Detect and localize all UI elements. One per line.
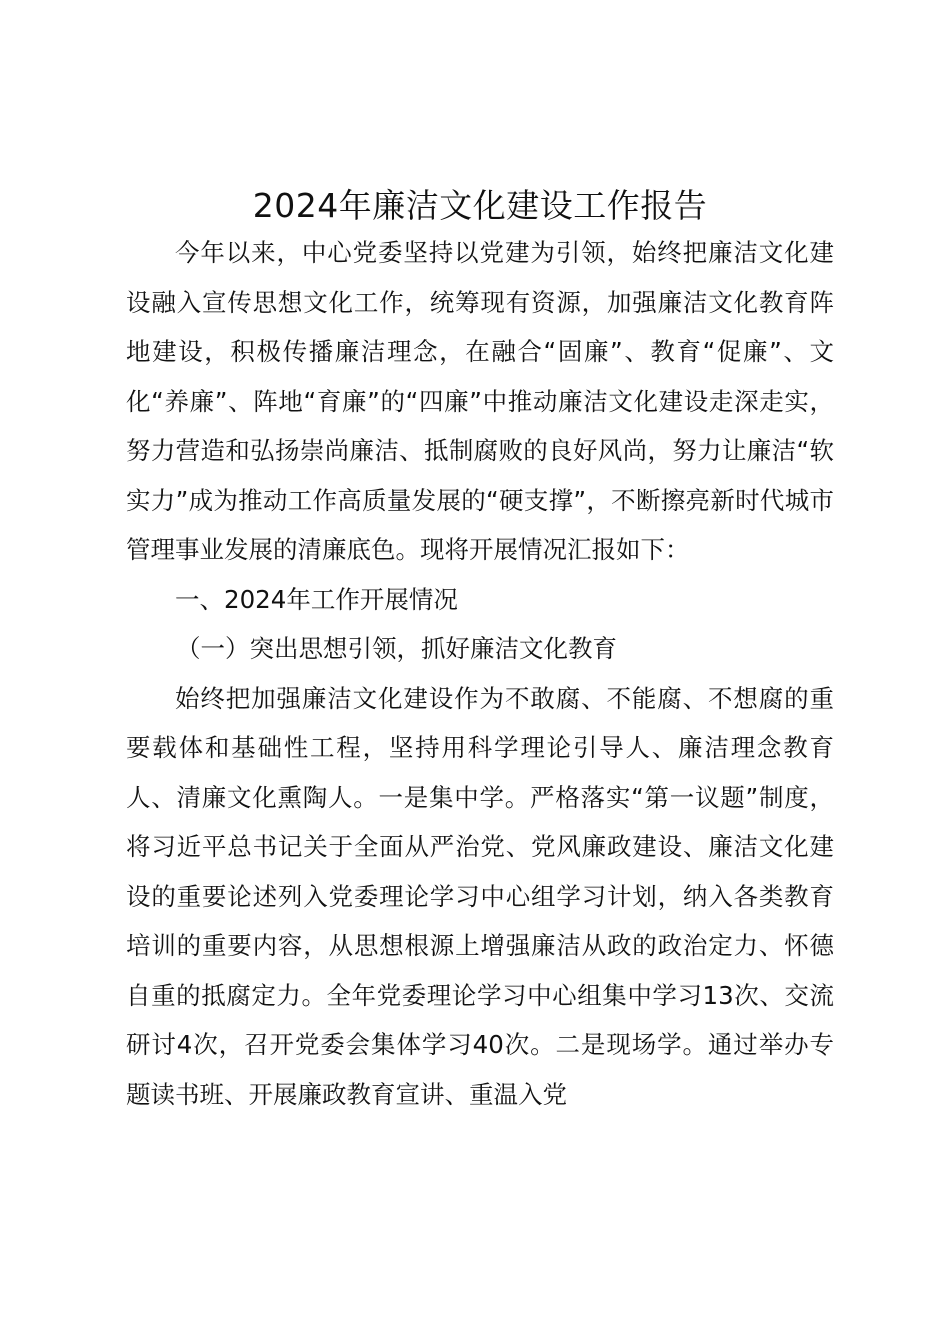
- document-title: 2024年廉洁文化建设工作报告: [252, 186, 708, 225]
- subsection-heading: （一）突出思想引领，抓好廉洁文化教育: [176, 634, 617, 663]
- subsection-paragraph: 始终把加强廉洁文化建设作为不敢腐、不能腐、不想腐的重要载体和基础性工程，坚持用科学理论引导人、廉洁理念教育人、清廉文化熏陶人。一是集中学。严格落实“第一议题”制度，将习近平总书记关于全面从严治党、党风廉政建设、廉洁文化建设的重要论述列入党委理论学习中心组学习计划，纳入各类教育培训的重要内容，从思想根源上增强廉洁从政的政治定力、怀德自重的抵腐定力。全年党委理论学习中心组集中学习13次、交流研讨4次，召开党委会集体学习40次。二是现场学。通过举办专题读书班、开展廉政教育宣讲、重温入党: [126, 683, 834, 1109]
- section-heading: 一、2024年工作开展情况: [175, 584, 458, 614]
- document-body: [126, 228, 834, 1119]
- intro-paragraph: 今年以来，中心党委坚持以党建为引领，始终把廉洁文化建设融入宣传思想文化工作，统筹现有资源，加强廉洁文化教育阵地建设，积极传播廉洁理念，在融合“固廉”、教育“促廉”、文化“养廉”、阵地“育廉”的“四廉”中推动廉洁文化建设走深走实，努力营造和弘扬崇尚廉洁、抵制腐败的良好风尚，努力让廉洁“软实力”成为推动工作高质量发展的“硬支撑”，不断擦亮新时代城市管理事业发展的清廉底色。现将开展情况汇报如下：: [126, 238, 834, 564]
